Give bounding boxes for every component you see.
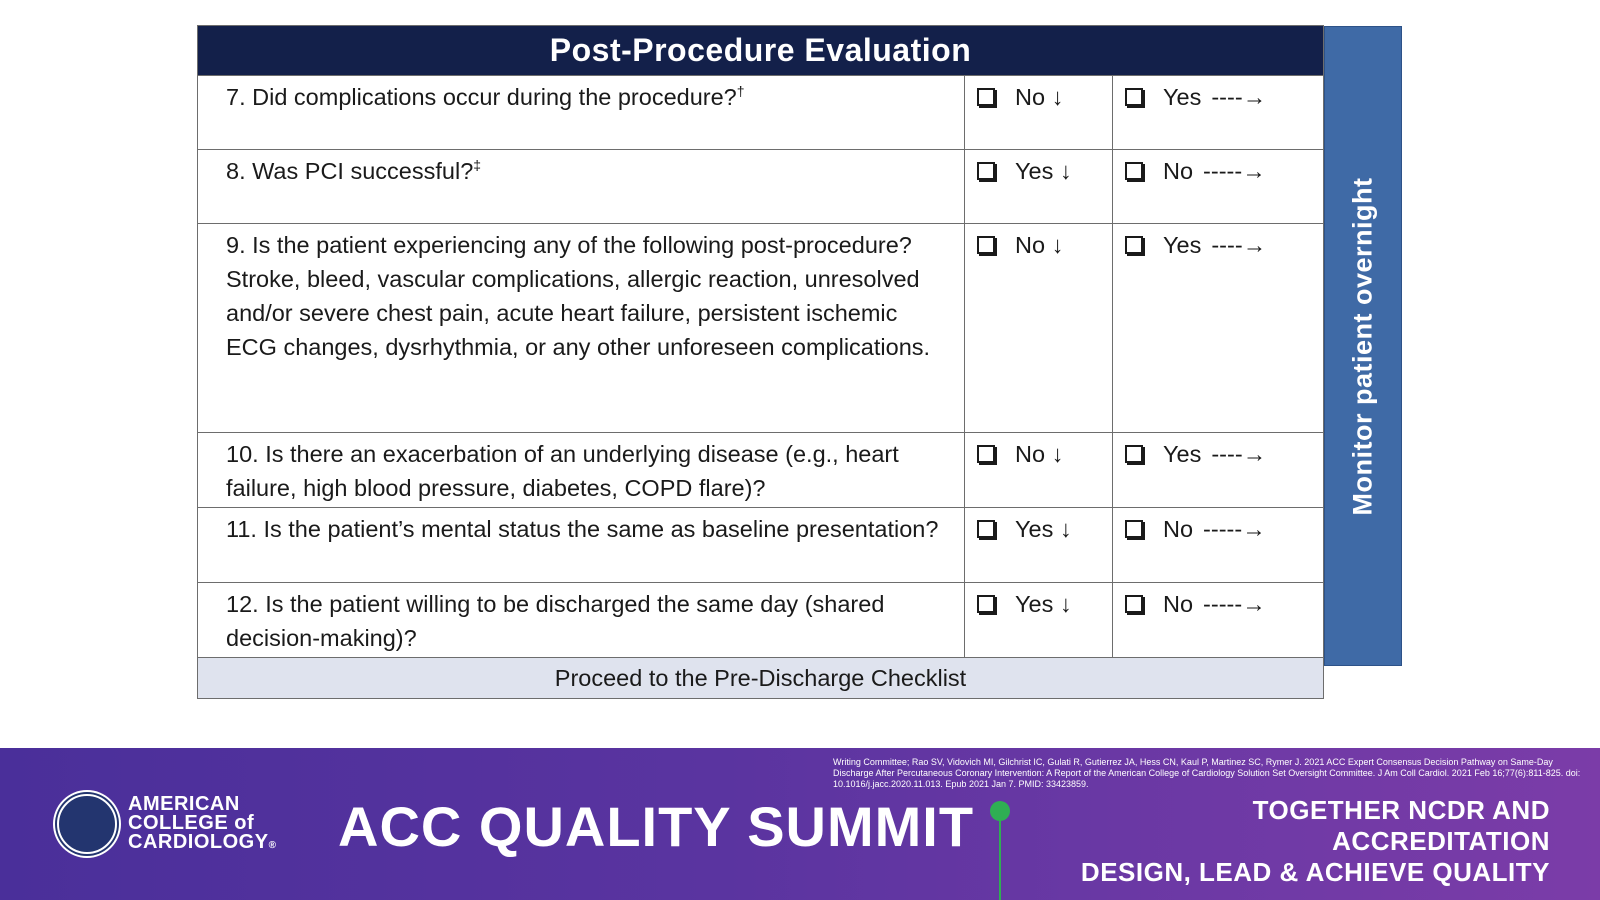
arrow-down-icon: ↓ (1059, 591, 1072, 617)
checkbox-icon[interactable] (1125, 520, 1143, 538)
seal-inner (57, 794, 117, 854)
checkbox-icon[interactable] (977, 236, 995, 254)
footnote-mark: ‡ (473, 157, 482, 174)
registered-mark: ® (268, 840, 277, 851)
option-cell-secondary[interactable] (1113, 76, 1323, 149)
tagline-line-1: TOGETHER NCDR AND ACCREDITATION (1252, 795, 1550, 856)
question-text: 7. Did complications occur during the procedure? (226, 84, 737, 110)
question-cell (198, 433, 965, 507)
option-cell-secondary[interactable] (1113, 433, 1323, 507)
acc-logo-text (128, 795, 276, 855)
evaluation-table (197, 25, 1324, 699)
footnote-mark: † (736, 83, 745, 100)
question-details: Stroke, bleed, vascular complications, allergic reaction, unresolved and/or severe chest pain, acute heart failure, persistent ischemic ECG changes, dysrhythmia, or any other unforeseen complications. (226, 266, 931, 360)
question-cell (198, 508, 965, 582)
checkbox-icon[interactable] (977, 520, 995, 538)
summit-title: ACC QUALITY SUMMIT (338, 795, 975, 858)
checkbox-icon[interactable] (977, 162, 995, 180)
arrow-down-icon: ↓ (1051, 84, 1064, 110)
question-text: 10. Is there an exacerbation of an underlying disease (e.g., heart failure, high blood pressure, diabetes, COPD flare)? (226, 441, 899, 501)
checkbox-icon[interactable] (977, 88, 995, 106)
checkbox-icon[interactable] (1125, 595, 1143, 613)
question-text: 11. Is the patient’s mental status the same as baseline presentation? (226, 516, 939, 542)
question-row-12 (198, 582, 1323, 657)
table-title: Post-Procedure Evaluation (198, 26, 1323, 75)
question-row-7 (198, 75, 1323, 149)
option-label: No (1015, 441, 1046, 467)
checkbox-icon[interactable] (1125, 162, 1143, 180)
logo-line-1: AMERICAN (128, 793, 240, 815)
option-label: No (1015, 232, 1046, 258)
citation-text: Writing Committee; Rao SV, Vidovich MI, Gilchrist IC, Gulati R, Gutierrez JA, Hess CN, Kaul P, Martinez SC, Rymer J. 2021 ACC Expert Consensus Decision Pathway on Same-Day Discharge After Percutaneous Coronary Intervention: A Report of the American College of Cardiology Solution Set Oversight Committee. J Am Coll Cardiol. 2021 Feb 16;77(6):811-825. doi: 10.1016/j.jacc.2020.11.013. Epub 2021 Jan 7. PMID: 33423859. (833, 757, 1581, 789)
checkbox-icon[interactable] (977, 595, 995, 613)
divider-line (999, 818, 1001, 900)
tagline (1030, 795, 1550, 888)
question-text: 8. Was PCI successful? (226, 158, 474, 184)
checkbox-icon[interactable] (977, 445, 995, 463)
question-row-9 (198, 223, 1323, 432)
option-cell-primary[interactable] (965, 433, 1113, 507)
arrow-right-icon: -----→ (1203, 516, 1266, 542)
question-cell (198, 150, 965, 223)
arrow-down-icon: ↓ (1051, 441, 1064, 467)
arrow-down-icon: ↓ (1059, 158, 1072, 184)
acc-seal-icon (53, 790, 121, 858)
option-label: Yes (1015, 591, 1054, 617)
option-cell-secondary[interactable] (1113, 508, 1323, 582)
logo-line-3: CARDIOLOGY (128, 831, 269, 853)
question-text: 9. Is the patient experiencing any of the following post-procedure? (226, 232, 912, 258)
question-row-11 (198, 507, 1323, 582)
question-cell (198, 76, 965, 149)
question-cell (198, 224, 965, 432)
option-cell-primary[interactable] (965, 224, 1113, 432)
arrow-down-icon: ↓ (1051, 232, 1064, 258)
checkbox-icon[interactable] (1125, 236, 1143, 254)
option-label: No (1163, 158, 1194, 184)
option-label: No (1163, 516, 1194, 542)
side-panel (1324, 26, 1402, 666)
option-label: No (1163, 591, 1194, 617)
question-row-10 (198, 432, 1323, 507)
option-label: Yes (1163, 441, 1202, 467)
tagline-line-2: DESIGN, LEAD & ACHIEVE QUALITY (1080, 857, 1550, 887)
option-cell-secondary[interactable] (1113, 224, 1323, 432)
option-cell-secondary[interactable] (1113, 583, 1323, 657)
arrow-right-icon: ----→ (1211, 232, 1267, 258)
question-row-8 (198, 149, 1323, 223)
footer-banner (0, 748, 1600, 900)
option-label: Yes (1163, 84, 1202, 110)
option-cell-primary[interactable] (965, 76, 1113, 149)
side-panel-text: Monitor patient overnight (1347, 177, 1378, 515)
option-label: Yes (1015, 516, 1054, 542)
arrow-right-icon: -----→ (1203, 591, 1266, 617)
arrow-right-icon: ----→ (1211, 84, 1267, 110)
option-label: No (1015, 84, 1046, 110)
arrow-right-icon: -----→ (1203, 158, 1266, 184)
checkbox-icon[interactable] (1125, 88, 1143, 106)
question-cell (198, 583, 965, 657)
option-cell-secondary[interactable] (1113, 150, 1323, 223)
option-label: Yes (1163, 232, 1202, 258)
option-cell-primary[interactable] (965, 508, 1113, 582)
logo-line-2: COLLEGE of (128, 812, 255, 834)
arrow-right-icon: ----→ (1211, 441, 1267, 467)
option-cell-primary[interactable] (965, 583, 1113, 657)
arrow-down-icon: ↓ (1059, 516, 1072, 542)
option-cell-primary[interactable] (965, 150, 1113, 223)
checkbox-icon[interactable] (1125, 445, 1143, 463)
option-label: Yes (1015, 158, 1054, 184)
table-footer: Proceed to the Pre-Discharge Checklist (198, 657, 1323, 698)
question-text: 12. Is the patient willing to be discharged the same day (shared decision-making)? (226, 591, 885, 651)
